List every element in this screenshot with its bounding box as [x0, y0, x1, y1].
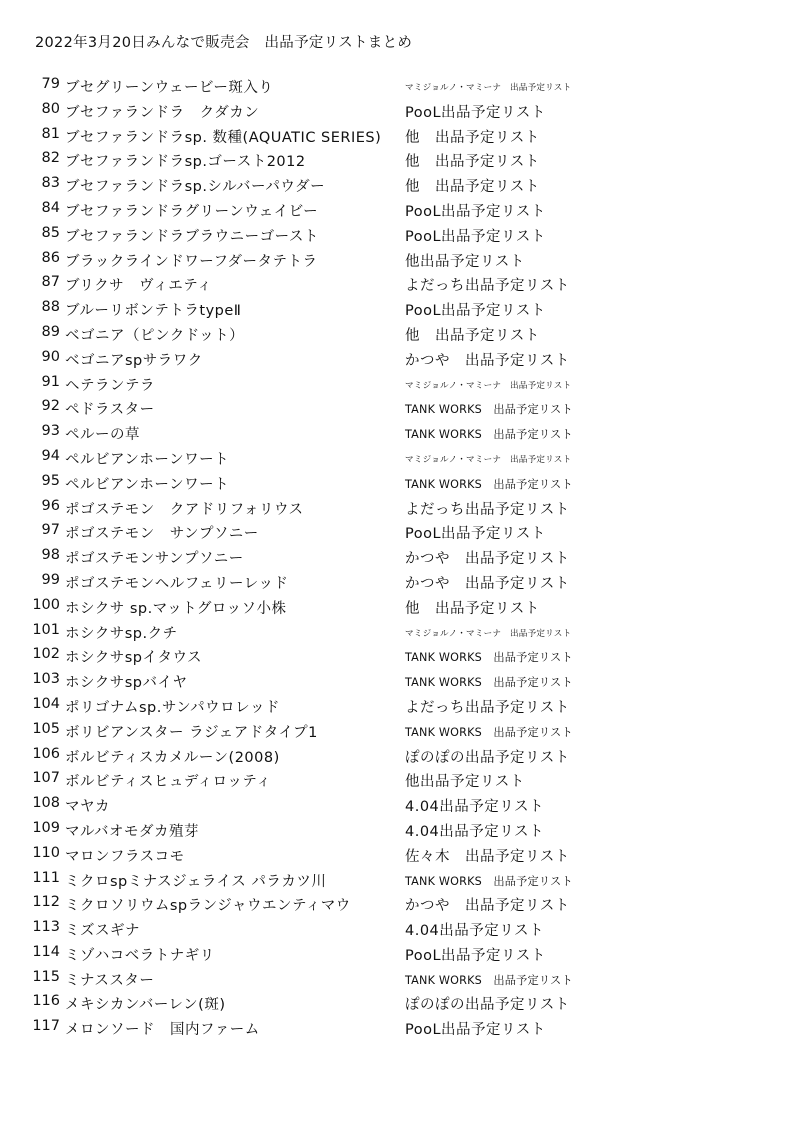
item-source: 4.04出品予定リスト [405, 799, 544, 816]
list-item [0, 568, 800, 593]
item-source: TANK WORKS 出品予定リスト [405, 403, 573, 417]
item-number: 109 [32, 819, 60, 836]
item-name: ホシクサ sp.マットグロッソ小株 [65, 600, 287, 617]
list-item [0, 667, 800, 692]
item-source: よだっち出品予定リスト [405, 699, 570, 716]
list-item [0, 642, 800, 667]
item-source: PooL出品予定リスト [405, 104, 546, 121]
list-item [0, 989, 800, 1014]
item-source: 4.04出品予定リスト [405, 923, 544, 940]
list-item [0, 766, 800, 791]
item-source: 他 出品予定リスト [405, 179, 540, 196]
item-source: 4.04出品予定リスト [405, 823, 544, 840]
item-name: ボリビアンスター ラジェアドタイプ1 [65, 724, 318, 741]
item-name: ミクロソリウムspランジャウエンティマウ [65, 898, 351, 915]
item-number: 97 [41, 522, 60, 539]
item-name: ミズスギナ [65, 923, 140, 940]
item-name: ブセファランドラブラウニーゴースト [65, 228, 319, 245]
item-number: 110 [32, 844, 60, 861]
item-number: 95 [41, 472, 60, 489]
list-item [0, 370, 800, 395]
item-name: ペルビアンホーンワート [65, 451, 230, 468]
list-item [0, 469, 800, 494]
list-item [0, 742, 800, 767]
item-number: 111 [32, 869, 60, 886]
item-number: 103 [32, 671, 60, 688]
item-source: TANK WORKS 出品予定リスト [405, 676, 573, 690]
list-item [0, 171, 800, 196]
item-name: ミゾハコベラトナギリ [65, 947, 215, 964]
item-name: ベゴニアspサラワク [65, 352, 203, 369]
list-item [0, 791, 800, 816]
list-item [0, 940, 800, 965]
item-name: ブラックラインドワーフダータテトラ [65, 253, 318, 270]
item-number: 115 [32, 968, 60, 985]
item-name: ブセファランドラグリーンウェイビー [65, 203, 319, 220]
item-name: メキシカンバーレン(斑) [65, 997, 226, 1014]
item-source: PooL出品予定リスト [405, 947, 546, 964]
item-name: ブセファランドラ クダカン [65, 104, 260, 121]
item-source: PooL出品予定リスト [405, 526, 546, 543]
list-item [0, 1014, 800, 1039]
item-name: マルバオモダカ殖芽 [65, 823, 199, 840]
item-source: よだっち出品予定リスト [405, 278, 570, 295]
item-source: PooL出品予定リスト [405, 203, 546, 220]
item-number: 81 [41, 125, 60, 142]
item-number: 107 [32, 770, 60, 787]
item-name: ベゴニア（ピンクドット） [65, 327, 245, 344]
item-number: 102 [32, 646, 60, 663]
item-source: かつや 出品予定リスト [405, 551, 570, 568]
item-source: TANK WORKS 出品予定リスト [405, 651, 573, 665]
list-item [0, 518, 800, 543]
item-source: ぽのぽの出品予定リスト [405, 997, 570, 1014]
item-number: 106 [32, 745, 60, 762]
item-source: TANK WORKS 出品予定リスト [405, 874, 573, 888]
item-source: TANK WORKS 出品予定リスト [405, 973, 573, 987]
list-item [0, 419, 800, 444]
item-name: ポゴステモン クアドリフォリウス [65, 501, 304, 518]
item-name: メロンソード 国内ファーム [65, 1022, 260, 1039]
item-source: かつや 出品予定リスト [405, 575, 570, 592]
item-number: 86 [41, 249, 60, 266]
list-item [0, 841, 800, 866]
item-source: 他 出品予定リスト [405, 600, 540, 617]
item-number: 100 [32, 596, 60, 613]
item-number: 112 [32, 894, 60, 911]
list-item [0, 196, 800, 221]
item-source: 他出品予定リスト [405, 253, 525, 270]
item-source: かつや 出品予定リスト [405, 898, 570, 915]
item-number: 87 [41, 274, 60, 291]
item-name: ホシクサsp.クチ [65, 625, 178, 642]
item-source: TANK WORKS 出品予定リスト [405, 477, 573, 491]
list-item [0, 618, 800, 643]
item-number: 90 [41, 348, 60, 365]
item-number: 92 [41, 398, 60, 415]
item-list [0, 72, 800, 1039]
item-source: かつや 出品予定リスト [405, 352, 570, 369]
item-name: ブセファランドラsp. 数種(AQUATIC SERIES) [65, 129, 382, 146]
item-source: 佐々木 出品予定リスト [405, 848, 570, 865]
item-source: PooL出品予定リスト [405, 1022, 546, 1039]
item-name: ボルビティスヒュディロッティ [65, 774, 272, 791]
item-number: 89 [41, 323, 60, 340]
item-name: ミナススター [65, 972, 155, 989]
list-item [0, 965, 800, 990]
item-name: ペドラスター [65, 402, 155, 419]
item-number: 88 [41, 299, 60, 316]
list-item [0, 97, 800, 122]
item-source: TANK WORKS 出品予定リスト [405, 428, 573, 442]
item-number: 105 [32, 720, 60, 737]
item-source: よだっち出品予定リスト [405, 501, 570, 518]
item-number: 82 [41, 150, 60, 167]
item-number: 85 [41, 224, 60, 241]
list-item [0, 221, 800, 246]
list-item [0, 543, 800, 568]
list-item [0, 270, 800, 295]
list-item [0, 146, 800, 171]
list-item [0, 816, 800, 841]
item-name: ホシクサspイタウス [65, 650, 203, 667]
item-name: ホシクサspバイヤ [65, 675, 188, 692]
list-item [0, 295, 800, 320]
item-number: 108 [32, 795, 60, 812]
item-number: 116 [32, 993, 60, 1010]
list-item [0, 394, 800, 419]
item-source: 他出品予定リスト [405, 774, 525, 791]
item-name: ポゴステモンヘルフェリーレッド [65, 575, 289, 592]
item-number: 104 [32, 695, 60, 712]
item-name: ヘテランテラ [65, 377, 155, 394]
item-number: 98 [41, 547, 60, 564]
item-source: 他 出品予定リスト [405, 129, 540, 146]
list-item [0, 246, 800, 271]
item-name: ブリクサ ヴィエティ [65, 278, 213, 295]
item-name: ポゴステモン サンプソニー [65, 526, 259, 543]
item-name: ポゴステモンサンプソニー [65, 551, 244, 568]
item-name: ブセファランドラsp.シルバーパウダー [65, 179, 326, 196]
item-number: 117 [32, 1018, 60, 1035]
item-name: ブセファランドラsp.ゴースト2012 [65, 154, 306, 171]
list-item [0, 320, 800, 345]
item-source: ぽのぽの出品予定リスト [405, 749, 570, 766]
list-item [0, 444, 800, 469]
item-source: マミジョルノ・マミーナ 出品予定リスト [405, 380, 572, 391]
item-source: マミジョルノ・マミーナ 出品予定リスト [405, 83, 572, 93]
item-name: マロンフラスコモ [65, 848, 185, 865]
item-source: PooL出品予定リスト [405, 303, 546, 320]
list-item [0, 717, 800, 742]
list-item [0, 692, 800, 717]
item-number: 94 [41, 447, 60, 464]
item-number: 79 [41, 76, 60, 92]
list-item [0, 494, 800, 519]
item-name: ペルビアンホーンワート [65, 476, 230, 493]
item-name: ブセグリーンウェービー斑入り [65, 80, 274, 96]
list-item [0, 890, 800, 915]
item-source: PooL出品予定リスト [405, 228, 546, 245]
list-item [0, 122, 800, 147]
item-number: 83 [41, 175, 60, 192]
page-title: 2022年3月20日みんなで販売会 出品予定リストまとめ [35, 35, 413, 51]
item-number: 96 [41, 497, 60, 514]
item-source: TANK WORKS 出品予定リスト [405, 725, 573, 739]
list-item [0, 72, 800, 97]
item-name: ミクロspミナスジェライス パラカツ川 [65, 873, 327, 890]
list-item [0, 345, 800, 370]
item-name: マヤカ [65, 799, 110, 816]
item-number: 80 [41, 100, 60, 117]
item-name: ブルーリボンテトラtypeⅡ [65, 303, 242, 320]
item-source: マミジョルノ・マミーナ 出品予定リスト [405, 454, 572, 465]
item-name: ペルーの草 [65, 427, 140, 444]
item-source: マミジョルノ・マミーナ 出品予定リスト [405, 628, 572, 639]
item-number: 101 [32, 621, 60, 638]
item-number: 99 [41, 571, 60, 588]
item-name: ボルビティスカメルーン(2008) [65, 749, 280, 766]
list-item [0, 593, 800, 618]
item-number: 84 [41, 199, 60, 216]
list-item [0, 866, 800, 891]
item-number: 113 [32, 919, 60, 936]
item-name: ポリゴナムsp.サンパウロレッド [65, 699, 280, 716]
item-number: 93 [41, 423, 60, 440]
item-number: 114 [32, 943, 60, 960]
item-source: 他 出品予定リスト [405, 327, 540, 344]
item-number: 91 [41, 373, 60, 390]
list-item [0, 915, 800, 940]
item-source: 他 出品予定リスト [405, 154, 540, 171]
